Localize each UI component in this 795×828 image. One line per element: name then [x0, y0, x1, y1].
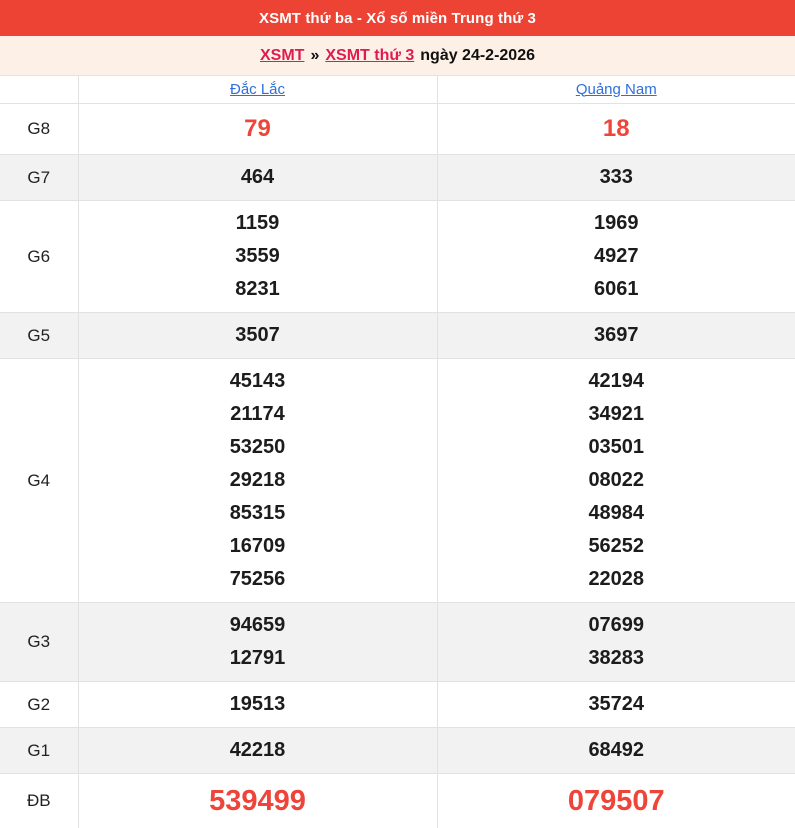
result-cell — [437, 201, 795, 313]
prize-label-g6: G6 — [0, 201, 78, 313]
result-cell — [437, 155, 795, 201]
result-number: 53250 — [79, 431, 437, 464]
table-row-db — [0, 774, 795, 828]
prize-label-g8: G8 — [0, 104, 78, 155]
result-number: 34921 — [438, 398, 795, 431]
result-number: 03501 — [438, 431, 795, 464]
result-cell — [437, 104, 795, 155]
result-cell — [78, 313, 437, 359]
breadcrumb-link-xsmt-thu-3[interactable]: XSMT thứ 3 — [325, 47, 414, 65]
result-number: 94659 — [79, 609, 437, 642]
result-number: 3697 — [438, 319, 795, 352]
result-number: 3507 — [79, 319, 437, 352]
breadcrumb-separator: » — [310, 47, 319, 65]
breadcrumb-link-xsmt[interactable]: XSMT — [260, 47, 304, 65]
table-row-g1 — [0, 728, 795, 774]
result-number: 42194 — [438, 365, 795, 398]
result-number: 539499 — [79, 780, 437, 822]
result-number: 079507 — [438, 780, 795, 822]
result-cell — [437, 603, 795, 682]
table-row-g4 — [0, 359, 795, 603]
result-number: 16709 — [79, 530, 437, 563]
result-cell — [437, 728, 795, 774]
prize-label-db: ĐB — [0, 774, 78, 828]
result-number: 07699 — [438, 609, 795, 642]
result-number: 22028 — [438, 563, 795, 596]
result-number: 35724 — [438, 688, 795, 721]
result-cell — [78, 155, 437, 201]
result-number: 38283 — [438, 642, 795, 675]
page-header — [0, 0, 795, 36]
result-number: 1159 — [79, 207, 437, 240]
result-number: 1969 — [438, 207, 795, 240]
results-table — [0, 75, 795, 828]
breadcrumb-date: ngày 24-2-2026 — [420, 47, 535, 65]
breadcrumb — [0, 36, 795, 75]
result-number: 21174 — [79, 398, 437, 431]
result-number: 56252 — [438, 530, 795, 563]
result-number: 464 — [79, 161, 437, 194]
result-cell — [78, 359, 437, 603]
result-number: 6061 — [438, 273, 795, 306]
table-row-g8 — [0, 104, 795, 155]
result-number: 8231 — [79, 273, 437, 306]
result-number: 18 — [438, 110, 795, 148]
result-cell — [78, 104, 437, 155]
result-number: 333 — [438, 161, 795, 194]
result-cell — [437, 359, 795, 603]
prize-column-header — [0, 76, 78, 104]
result-number: 45143 — [79, 365, 437, 398]
column-header-quang-nam — [437, 76, 795, 104]
table-row-g7 — [0, 155, 795, 201]
prize-label-g3: G3 — [0, 603, 78, 682]
prize-label-g2: G2 — [0, 682, 78, 728]
table-row-g6 — [0, 201, 795, 313]
result-number: 85315 — [79, 497, 437, 530]
result-cell — [78, 603, 437, 682]
page-title: XSMT thứ ba - Xổ số miền Trung thứ 3 — [259, 10, 536, 27]
result-cell — [78, 201, 437, 313]
prize-label-g1: G1 — [0, 728, 78, 774]
province-link-dac-lac[interactable]: Đắc Lắc — [230, 81, 285, 98]
result-number: 29218 — [79, 464, 437, 497]
result-number: 4927 — [438, 240, 795, 273]
result-number: 08022 — [438, 464, 795, 497]
result-number: 75256 — [79, 563, 437, 596]
table-row-g2 — [0, 682, 795, 728]
result-cell — [437, 774, 795, 828]
prize-label-g5: G5 — [0, 313, 78, 359]
result-cell — [78, 774, 437, 828]
result-cell — [437, 313, 795, 359]
result-number: 68492 — [438, 734, 795, 767]
result-number: 19513 — [79, 688, 437, 721]
result-cell — [78, 682, 437, 728]
column-header-dac-lac — [78, 76, 437, 104]
prize-label-g4: G4 — [0, 359, 78, 603]
table-row-g5 — [0, 313, 795, 359]
result-cell — [78, 728, 437, 774]
table-header-row — [0, 76, 795, 104]
result-number: 42218 — [79, 734, 437, 767]
table-row-g3 — [0, 603, 795, 682]
result-number: 3559 — [79, 240, 437, 273]
result-cell — [437, 682, 795, 728]
result-number: 48984 — [438, 497, 795, 530]
province-link-quang-nam[interactable]: Quảng Nam — [576, 81, 657, 98]
prize-label-g7: G7 — [0, 155, 78, 201]
result-number: 12791 — [79, 642, 437, 675]
result-number: 79 — [79, 110, 437, 148]
